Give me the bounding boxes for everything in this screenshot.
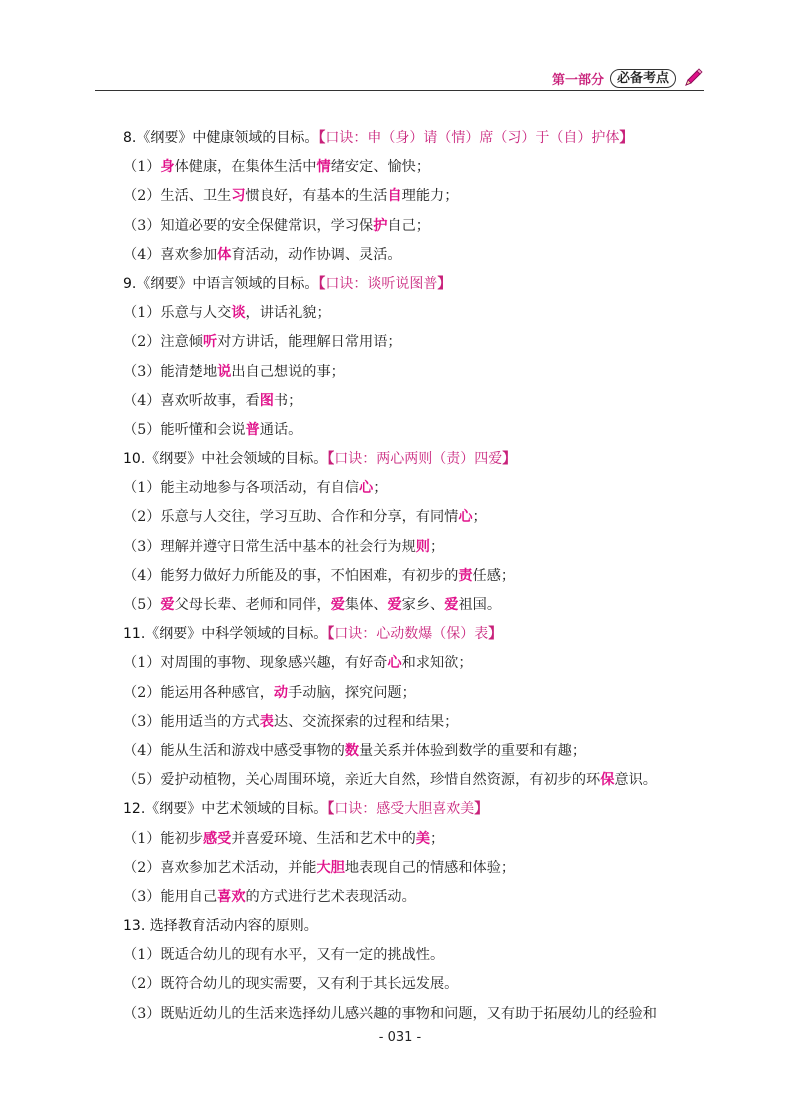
item-text: ； xyxy=(472,509,487,526)
item-text: 家乡、 xyxy=(401,597,445,613)
item-text: 手动脑，探究问题； xyxy=(288,684,416,701)
list-item xyxy=(123,970,713,999)
list-item xyxy=(123,387,713,416)
pencil-icon xyxy=(682,67,704,89)
mnemonic-highlight: 心 xyxy=(359,480,374,497)
heading-text: 13. 选择教育活动内容的原则。 xyxy=(123,918,318,935)
list-item xyxy=(123,649,713,678)
item-text: （3）知道必要的安全保健常识，学习保 xyxy=(123,217,374,234)
mnemonic-body: 口诀：两心两则（责）四爱 xyxy=(334,451,503,468)
item-text: （1）能初步 xyxy=(123,830,203,847)
list-item xyxy=(123,825,713,854)
section-heading xyxy=(123,912,713,941)
item-text: 的方式进行艺术表现活动。 xyxy=(245,888,416,905)
item-text: （5）能听懂和会说 xyxy=(123,421,246,438)
mnemonic-body: 口诀：谈听说图普 xyxy=(325,275,438,292)
item-text: （1） xyxy=(123,159,161,176)
mnemonic-highlight: 听 xyxy=(202,334,218,351)
item-text: （4）喜欢参加 xyxy=(123,246,218,263)
item-text: （2）既符合幼儿的现实需要，又有利于其长远发展。 xyxy=(123,976,459,993)
item-text: 出自己想说的事； xyxy=(231,363,345,380)
list-item xyxy=(123,883,713,912)
item-text: 意识。 xyxy=(614,772,657,789)
item-text: 书； xyxy=(273,392,303,409)
item-text: （4）能努力做好力所能及的事，不怕困难，有初步的 xyxy=(123,567,459,584)
item-text: 育活动，动作协调、灵活。 xyxy=(231,246,402,263)
mnemonic-highlight: 感受 xyxy=(202,830,232,847)
list-item xyxy=(123,358,713,387)
item-text: 祖国。 xyxy=(458,597,502,613)
section-heading xyxy=(123,795,713,824)
page-content xyxy=(123,124,713,1029)
item-text: （4）喜欢听故事，看 xyxy=(123,392,260,409)
item-text: 并喜爱环境、生活和艺术中的 xyxy=(231,830,416,847)
mnemonic-highlight: 心 xyxy=(458,509,473,526)
list-item xyxy=(123,533,713,562)
item-text: 绪安定、愉快； xyxy=(330,159,431,176)
header-rule xyxy=(95,90,704,91)
mnemonic-highlight: 爱 xyxy=(444,597,459,613)
item-text: （2）注意倾 xyxy=(123,334,203,351)
item-text: 体健康，在集体生活中 xyxy=(174,159,317,176)
mnemonic-highlight: 心 xyxy=(387,655,402,672)
item-text: （2）乐意与人交往，学习互助、合作和分享，有同情 xyxy=(123,509,459,526)
mnemonic-highlight: 护 xyxy=(373,217,388,234)
list-item xyxy=(123,182,713,211)
item-text: 任感； xyxy=(472,567,516,584)
section-heading xyxy=(123,270,713,299)
header-section-label xyxy=(552,66,704,90)
list-item xyxy=(123,503,713,532)
mnemonic-highlight: 自 xyxy=(387,188,402,205)
item-text: 惯良好，有基本的生活 xyxy=(245,188,388,205)
item-text: 理能力； xyxy=(401,188,459,205)
list-item xyxy=(123,212,713,241)
running-header xyxy=(95,66,704,90)
mnemonic-highlight: 爱 xyxy=(330,597,345,613)
mnemonic-highlight: 爱 xyxy=(160,597,175,613)
mnemonic-text: 【口诀：心动数爆（保）表】 xyxy=(327,626,503,643)
item-text: ； xyxy=(429,538,445,555)
mnemonic-highlight: 美 xyxy=(415,830,431,847)
mnemonic-highlight: 责 xyxy=(458,567,473,584)
heading-text: 10.《纲要》中社会领域的目标。 xyxy=(123,451,328,468)
item-text: 地表现自己的情感和体验； xyxy=(344,859,516,876)
item-text: （1）对周围的事物、现象感兴趣，有好奇 xyxy=(123,655,388,672)
item-text: （2）能运用各种感官， xyxy=(123,684,274,701)
heading-text: 8.《纲要》中健康领域的目标。 xyxy=(123,130,319,146)
list-item xyxy=(123,591,713,620)
list-item xyxy=(123,737,713,766)
item-text: （2）生活、卫生 xyxy=(123,188,232,205)
list-item xyxy=(123,708,713,737)
item-text: （5） xyxy=(123,597,161,613)
mnemonic-highlight: 体 xyxy=(217,246,232,263)
mnemonic-highlight: 保 xyxy=(600,772,615,789)
item-text: （3）能用适当的方式 xyxy=(123,713,260,730)
mnemonic-highlight: 情 xyxy=(316,159,331,176)
list-item xyxy=(123,562,713,591)
list-item xyxy=(123,941,713,970)
item-text: （2）喜欢参加艺术活动，并能 xyxy=(123,859,317,876)
list-item xyxy=(123,1000,713,1029)
item-text: 达、交流探索的过程和结果； xyxy=(273,713,459,730)
mnemonic-highlight: 大胆 xyxy=(316,859,345,876)
mnemonic-highlight: 表 xyxy=(259,713,274,730)
item-text: 集体、 xyxy=(344,597,388,613)
heading-text: 9.《纲要》中语言领域的目标。 xyxy=(123,275,319,292)
mnemonic-highlight: 则 xyxy=(415,538,430,555)
item-text: 对方讲话，能理解日常用语； xyxy=(217,334,402,351)
item-text: （3）既贴近幼儿的生活来选择幼儿感兴趣的事物和问题，又有助于拓展幼儿的经验和 xyxy=(123,1005,657,1022)
item-text: （5）爱护动植物，关心周围环境，亲近大自然，珍惜自然资源，有初步的环 xyxy=(123,772,601,789)
mnemonic-body: 口诀：心动数爆（保）表 xyxy=(334,626,489,643)
heading-text: 11.《纲要》中科学领域的目标。 xyxy=(123,626,328,643)
item-text: （3）理解并遵守日常生活中基本的社会行为规 xyxy=(123,538,416,555)
list-item xyxy=(123,679,713,708)
list-item xyxy=(123,474,713,503)
item-text: ； xyxy=(430,830,445,847)
mnemonic-highlight: 图 xyxy=(259,392,274,409)
item-text: ，讲话礼貌； xyxy=(245,305,331,322)
section-heading xyxy=(123,445,713,474)
item-text: （4）能从生活和游戏中感受事物的 xyxy=(123,742,345,759)
mnemonic-highlight: 喜欢 xyxy=(217,888,246,905)
list-item xyxy=(123,416,713,445)
mnemonic-highlight: 爱 xyxy=(387,597,402,613)
item-text: 通话。 xyxy=(259,421,303,438)
mnemonic-text: 【口诀：两心两则（责）四爱】 xyxy=(327,451,517,468)
mnemonic-highlight: 谈 xyxy=(231,305,246,322)
item-text: 自己； xyxy=(387,217,430,234)
page-number: - 031 - xyxy=(378,1030,422,1045)
mnemonic-text: 【口诀：谈听说图普】 xyxy=(318,275,452,292)
list-item xyxy=(123,241,713,270)
item-text: 和求知欲； xyxy=(401,655,473,672)
mnemonic-highlight: 身 xyxy=(160,159,175,176)
item-text: （3）能清楚地 xyxy=(123,363,218,380)
mnemonic-highlight: 说 xyxy=(217,363,232,380)
mnemonic-highlight: 数 xyxy=(344,742,360,759)
mnemonic-highlight: 动 xyxy=(273,684,289,701)
mnemonic-text: 【口诀：感受大胆喜欢美】 xyxy=(327,801,489,818)
mnemonic-body: 口诀：申（身）请（情）席（习）于（自）护体 xyxy=(325,130,620,146)
mnemonic-text: 【口诀：申（身）请（情）席（习）于（自）护体】 xyxy=(318,130,634,146)
item-text: （1）能主动地参与各项活动，有自信 xyxy=(123,480,360,497)
item-text: （1）既适合幼儿的现有水平，又有一定的挑战性。 xyxy=(123,947,445,964)
header-badge: 必备考点 xyxy=(610,69,676,88)
item-text: 量关系并体验到数学的重要和有趣； xyxy=(359,742,587,759)
section-heading xyxy=(123,620,713,649)
list-item xyxy=(123,766,713,795)
item-text: （1）乐意与人交 xyxy=(123,305,232,322)
section-heading xyxy=(123,124,713,153)
item-text: （3）能用自己 xyxy=(123,888,218,905)
list-item xyxy=(123,854,713,883)
mnemonic-body: 口诀：感受大胆喜欢美 xyxy=(334,801,475,818)
header-part-label: 第一部分 xyxy=(551,72,604,88)
item-text: 父母长辈、老师和同伴， xyxy=(174,597,331,613)
mnemonic-highlight: 普 xyxy=(245,421,260,438)
list-item xyxy=(123,328,713,357)
mnemonic-highlight: 习 xyxy=(231,188,246,205)
heading-text: 12.《纲要》中艺术领域的目标。 xyxy=(123,801,328,818)
item-text: ； xyxy=(373,480,388,497)
list-item xyxy=(123,153,713,182)
list-item xyxy=(123,299,713,328)
